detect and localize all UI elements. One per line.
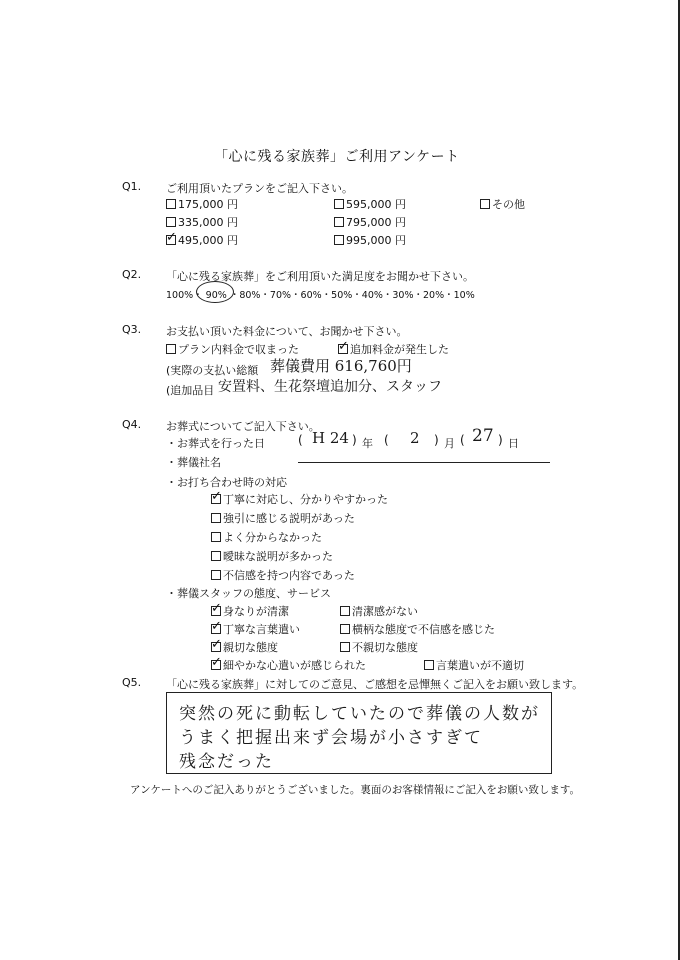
q3-option-extra[interactable]: ✓ 追加料金が発生した [338,339,449,356]
checkbox-checked[interactable] [338,339,349,354]
meeting-option[interactable]: ✓ 丁寧に対応し、分かりやすかった [211,489,388,506]
checkbox[interactable] [211,532,221,542]
paren-close: ) [434,433,439,447]
q3-items-label: (追加品目 [166,384,215,397]
q1-option-175[interactable]: 175,000 円 [166,196,238,212]
paren-open: ( [384,433,389,447]
comment-line-2: うまく把握出来ず会場が小さすぎて [179,728,483,748]
paren-close: ) [498,433,503,447]
checkbox[interactable] [334,217,344,227]
q5-prompt: 「心に残る家族葬」に対してのご意見、ご感想を忌憚無くご記入をお願い致します。 [166,678,584,691]
checkbox[interactable] [211,551,221,561]
meeting-option[interactable]: 不信感を持つ内容であった [211,567,355,583]
q4-month-handwritten: 2 [410,429,420,447]
q2-number: Q2. [122,268,142,281]
staff-option[interactable]: 言葉遣いが不適切 [424,657,524,673]
q3-option-plan[interactable]: プラン内料金で収まった [166,341,299,357]
q5-number: Q5. [122,676,142,689]
q1-option-495[interactable]: ✓ 495,000 円 [166,230,238,247]
q1-option-795[interactable]: 795,000 円 [334,214,406,230]
q3-total-label: (実際の支払い総額 [166,364,259,377]
checkbox[interactable] [480,199,490,209]
paren-open: ( [460,433,465,447]
q3-items-handwritten: 安置料、生花祭壇追加分、スタッフ [218,379,442,395]
checkbox[interactable] [211,513,221,523]
q1-number: Q1. [122,180,142,193]
staff-option[interactable]: ✓ 親切な態度 [211,637,278,654]
q4-tsuki: 月 [444,437,455,450]
q1-option-595[interactable]: 595,000 円 [334,196,406,212]
staff-option[interactable]: 清潔感がない [340,603,418,619]
checkbox[interactable] [166,217,176,227]
checkbox[interactable] [340,624,350,634]
staff-option[interactable]: ✓ 丁寧な言葉遣い [211,619,300,636]
paren-open: ( [298,433,303,447]
q4-meeting-label: ・お打ち合わせ時の対応 [166,476,287,489]
checkbox[interactable] [340,606,350,616]
checkbox-checked[interactable] [211,489,222,504]
checkbox[interactable] [166,344,176,354]
checkbox-checked[interactable] [211,601,222,616]
page-title: 「心に残る家族葬」ご利用アンケート [214,149,460,165]
check-mark-icon: ✓ [211,655,222,670]
check-mark-icon: ✓ [211,601,222,616]
q4-staff-label: ・葬儀スタッフの態度、サービス [166,587,331,600]
checkbox[interactable] [424,660,434,670]
q1-prompt: ご利用頂いたプランをご記入下さい。 [166,182,353,195]
checkbox[interactable] [166,199,176,209]
meeting-option[interactable]: 曖昧な説明が多かった [211,548,333,564]
q2-scale: 100%・ 90% ・80%・70%・60%・50%・40%・30%・20%・10% [166,290,475,301]
footer-note: アンケートへのご記入ありがとうございました。裏面のお客様情報にご記入をお願い致します。 [130,784,581,796]
q4-company-label: ・葬儀社名 [166,456,221,469]
q1-option-other[interactable]: その他 [480,196,525,212]
comment-line-1: 突然の死に動転していたので葬儀の人数が [179,704,540,724]
company-field[interactable] [298,462,550,463]
q4-number: Q4. [122,418,142,431]
check-mark-icon: ✓ [211,489,222,504]
checkbox[interactable] [211,570,221,580]
comment-box[interactable] [166,692,552,774]
q3-total-handwritten: 葬儀費用 616,760円 [270,357,412,375]
checkbox[interactable] [340,642,350,652]
checkbox-checked[interactable] [211,619,222,634]
q1-option-335[interactable]: 335,000 円 [166,214,238,230]
q4-date-label: ・お葬式を行った日 [166,437,265,450]
staff-option[interactable]: 不親切な態度 [340,639,418,655]
comment-line-3: 残念だった [179,752,274,772]
staff-option[interactable]: ✓ 細やかな心遣いが感じられた [211,655,366,672]
circled-answer [196,281,234,303]
check-mark-icon: ✓ [338,339,349,354]
check-mark-icon: ✓ [211,637,222,652]
checkbox-checked[interactable] [211,637,222,652]
q1-option-995[interactable]: 995,000 円 [334,232,406,248]
checkbox[interactable] [334,235,344,245]
checkbox[interactable] [334,199,344,209]
paren-close: ) [352,433,357,447]
checkbox-checked[interactable] [211,655,222,670]
check-mark-icon: ✓ [166,230,177,245]
q2-prompt: 「心に残る家族葬」をご利用頂いた満足度をお聞かせ下さい。 [166,270,474,283]
check-mark-icon: ✓ [211,619,222,634]
q4-prompt: お葬式についてご記入下さい。 [166,420,320,433]
q4-nen: 年 [362,437,373,450]
meeting-option[interactable]: 強引に感じる説明があった [211,510,355,526]
q4-day-handwritten: 27 [472,426,494,446]
staff-option[interactable]: 横柄な態度で不信感を感じた [340,621,495,637]
staff-option[interactable]: ✓ 身なりが清潔 [211,601,289,618]
q3-number: Q3. [122,323,142,336]
meeting-option[interactable]: よく分からなかった [211,529,322,545]
q3-prompt: お支払い頂いた料金について、お聞かせ下さい。 [166,325,408,338]
q4-hi: 日 [508,437,519,450]
checkbox-checked[interactable] [166,230,177,245]
q4-year-handwritten: H 24 [312,429,349,447]
